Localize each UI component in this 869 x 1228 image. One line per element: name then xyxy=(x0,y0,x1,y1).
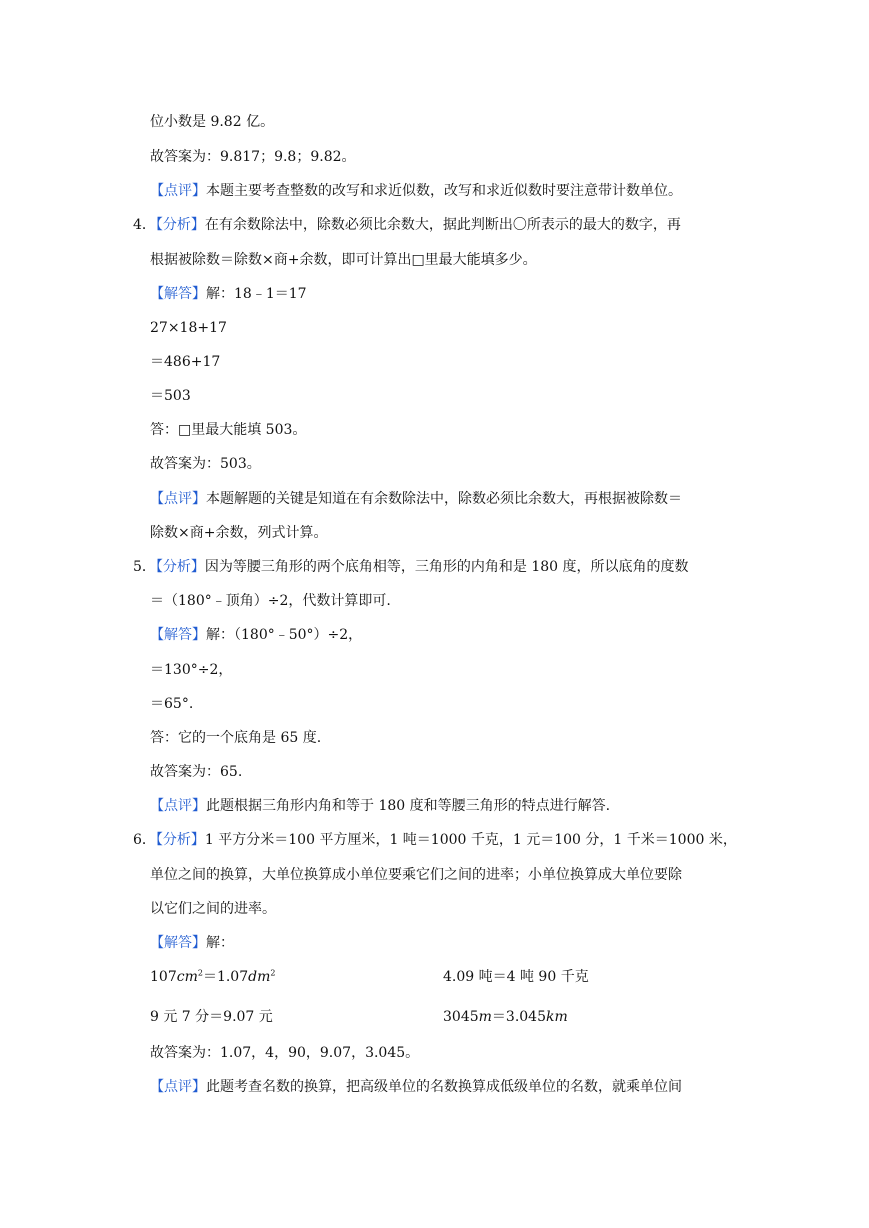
analysis-text: 因为等腰三角形的两个底角相等，三角形的内角和是 180 度，所以底角的度数 xyxy=(204,559,689,575)
p6-equation-4 xyxy=(443,1007,568,1027)
p4-analysis xyxy=(133,215,681,235)
p5-step-1: ＝130°÷2， xyxy=(150,662,233,678)
p4-answer: 故答案为：503。 xyxy=(150,456,261,472)
eq-unit: m xyxy=(478,1009,492,1025)
p5-analysis-cont: ＝（180°﹣顶角）÷2，代数计算即可. xyxy=(150,593,391,609)
solution-text: 解：（180°﹣50°）÷2， xyxy=(206,627,363,643)
eq-unit: km xyxy=(546,1009,568,1025)
p3-answer: 故答案为：9.817；9.8；9.82。 xyxy=(150,149,356,165)
solution-tag: 【解答】 xyxy=(150,627,206,643)
analysis-tag: 【分析】 xyxy=(155,217,205,233)
comment-tag: 【点评】 xyxy=(150,183,206,199)
comment-text: 本题解题的关键是知道在有余数除法中，除数必须比余数大，再根据被除数＝ xyxy=(206,491,682,507)
p4-solution xyxy=(150,284,307,304)
p6-solution xyxy=(150,933,234,953)
p6-answer: 故答案为：1.07，4，90，9.07，3.045。 xyxy=(150,1045,420,1061)
eq-exponent: 2 xyxy=(197,968,203,978)
eq-value: 107 xyxy=(150,969,177,985)
p6-analysis-cont-2: 以它们之间的进率。 xyxy=(150,901,276,917)
p5-step-2: ＝65°. xyxy=(150,696,194,712)
p3-comment xyxy=(150,181,682,201)
problem-number: 6． xyxy=(133,832,156,848)
problem-number: 5． xyxy=(133,559,156,575)
p6-equation-3: 9 元 7 分＝9.07 元 xyxy=(150,1009,273,1025)
p6-comment xyxy=(150,1077,682,1097)
p6-analysis-cont-1: 单位之间的换算，大单位换算成小单位要乘它们之间的进率；小单位换算成大单位要除 xyxy=(150,867,682,883)
p6-equation-1 xyxy=(150,967,275,987)
p6-equation-2: 4.09 吨＝4 吨 90 千克 xyxy=(443,969,589,985)
analysis-text: 在有余数除法中，除数必须比余数大，据此判断出〇所表示的最大的数字，再 xyxy=(204,217,681,233)
p6-analysis xyxy=(133,830,737,850)
p4-reply: 答：□里最大能填 503。 xyxy=(150,422,307,438)
comment-text: 本题主要考查整数的改写和求近似数，改写和求近似数时要注意带计数单位。 xyxy=(206,183,682,199)
p4-step-2: ＝486+17 xyxy=(150,354,221,370)
comment-tag: 【点评】 xyxy=(150,798,206,814)
solution-tag: 【解答】 xyxy=(150,286,206,302)
eq-unit: cm xyxy=(176,969,198,985)
analysis-tag: 【分析】 xyxy=(155,832,205,848)
p4-step-1: 27×18+17 xyxy=(150,320,227,336)
p4-step-3: ＝503 xyxy=(150,388,191,404)
analysis-text: 1 平方分米＝100 平方厘米，1 吨＝1000 千克，1 元＝100 分，1 千米＝1000 米， xyxy=(204,832,737,848)
comment-text: 此题考查名数的换算，把高级单位的名数换算成低级单位的名数，就乘单位间 xyxy=(206,1079,682,1095)
eq-result: ＝3.045 xyxy=(491,1009,547,1025)
p5-analysis xyxy=(133,557,689,577)
problem-number: 4． xyxy=(133,217,156,233)
solution-text: 解：18﹣1＝17 xyxy=(206,286,307,302)
p3-line-1: 位小数是 9.82 亿。 xyxy=(150,114,275,130)
solution-text: 解： xyxy=(206,935,234,951)
comment-tag: 【点评】 xyxy=(150,491,206,507)
p4-comment-cont: 除数×商+余数，列式计算。 xyxy=(150,525,328,541)
eq-exponent: 2 xyxy=(270,968,276,978)
p5-reply: 答：它的一个底角是 65 度. xyxy=(150,730,322,746)
comment-tag: 【点评】 xyxy=(150,1079,206,1095)
solution-tag: 【解答】 xyxy=(150,935,206,951)
eq-result: ＝1.07 xyxy=(202,969,249,985)
p5-comment xyxy=(150,796,610,816)
eq-unit: dm xyxy=(248,969,271,985)
p4-comment xyxy=(150,489,682,509)
comment-text: 此题根据三角形内角和等于 180 度和等腰三角形的特点进行解答. xyxy=(206,798,611,814)
p4-analysis-cont: 根据被除数＝除数×商+余数，即可计算出□里最大能填多少。 xyxy=(150,252,537,268)
p5-solution xyxy=(150,625,362,645)
eq-value: 3045 xyxy=(443,1009,479,1025)
analysis-tag: 【分析】 xyxy=(155,559,205,575)
p5-answer: 故答案为：65. xyxy=(150,764,243,780)
